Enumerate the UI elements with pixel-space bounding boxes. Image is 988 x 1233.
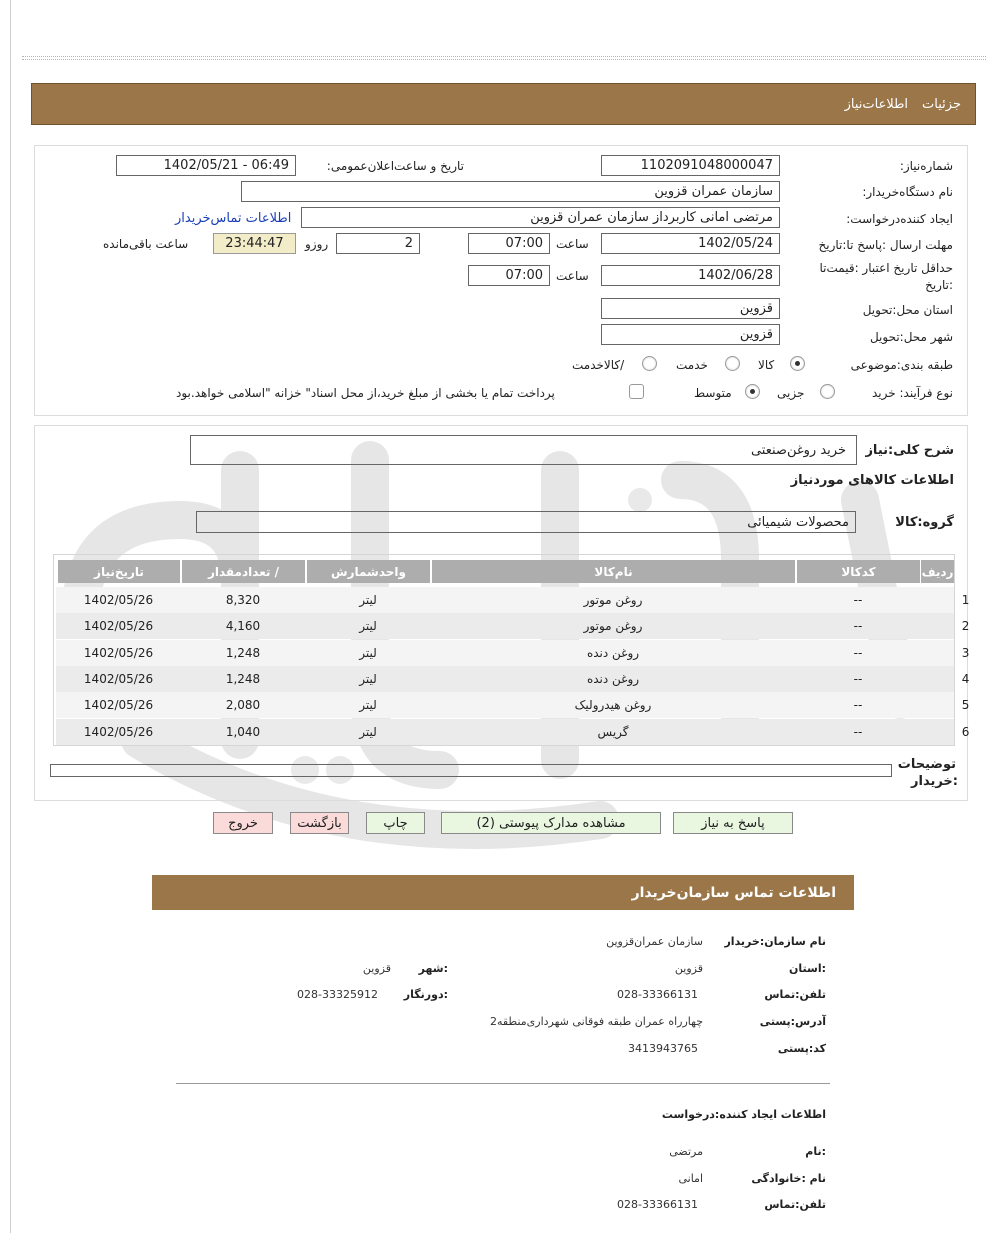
col-header-date: تاریخ‌نیاز bbox=[57, 560, 180, 583]
cell-quantity: 1,248 bbox=[225, 671, 261, 686]
treasury-payment-label: پرداخت تمام یا بخشی از مبلغ خرید،از محل اسناد" خزانه "اسلامی خواهد.بود bbox=[176, 386, 555, 400]
cell-need-date: 1402/05/26 bbox=[83, 724, 154, 739]
cell-row-number: 6 bbox=[961, 724, 970, 739]
general-desc-label: شرح کلی:نیاز bbox=[865, 443, 954, 458]
contact-fax-value: 028-33325912 bbox=[297, 988, 378, 1001]
contact-address-value: چهارراه عمران طبقه فوقانی شهرداری‌منطقه2 bbox=[489, 1015, 703, 1028]
table-row bbox=[56, 692, 970, 718]
col-header-unit: واحدشمارش bbox=[306, 560, 430, 583]
validity-label-2: :تاریخ bbox=[925, 278, 953, 292]
category-both-radio[interactable] bbox=[642, 356, 657, 371]
table-row bbox=[56, 719, 970, 745]
cell-goods-code: -- bbox=[853, 698, 863, 713]
creator-info-title: اطلاعات ایجاد کننده:درخواست bbox=[661, 1108, 826, 1121]
tab-need-info[interactable]: اطلاعات‌نیاز bbox=[844, 96, 909, 112]
creator-phone-label: تلفن:تماس bbox=[764, 1198, 826, 1211]
cell-goods-name: روغن دنده bbox=[586, 671, 640, 686]
cell-row-number: 5 bbox=[961, 698, 970, 713]
cell-row-number: 2 bbox=[961, 619, 970, 634]
province-field: قزوین bbox=[601, 298, 780, 319]
org-name-value: سازمان عمران‌قزوین bbox=[606, 935, 703, 948]
process-medium-label: متوسط bbox=[694, 386, 732, 400]
buyer-label: نام دستگاه‌خریدار: bbox=[862, 185, 953, 199]
deadline-date-field: 1402/05/24 bbox=[601, 233, 780, 254]
cell-need-date: 1402/05/26 bbox=[83, 671, 154, 686]
cell-goods-name: روغن دنده bbox=[586, 645, 640, 660]
process-minor-radio[interactable] bbox=[820, 384, 835, 399]
goods-group-field: محصولات شیمیائی bbox=[196, 511, 856, 533]
process-label: نوع فرآیند: خرید bbox=[872, 386, 953, 400]
reply-button[interactable]: پاسخ به نیاز bbox=[673, 812, 793, 834]
cell-goods-name: روغن هیدرولیک bbox=[574, 698, 652, 713]
cell-goods-code: -- bbox=[853, 593, 863, 607]
cell-quantity: 1,040 bbox=[225, 724, 261, 739]
contact-city-label: :شهر bbox=[418, 962, 448, 975]
table-row bbox=[56, 666, 970, 692]
goods-info-title: اطلاعات کالاهای موردنیاز bbox=[790, 473, 954, 488]
contact-province-label: :استان bbox=[789, 962, 826, 975]
validity-time-field: 07:00 bbox=[468, 265, 550, 286]
contact-postal-value: 3413943765 bbox=[628, 1042, 698, 1055]
cell-quantity: 4,160 bbox=[225, 619, 261, 634]
print-button[interactable]: چاپ bbox=[366, 812, 425, 834]
view-attachments-button[interactable]: مشاهده مدارک پیوستی (2) bbox=[441, 812, 661, 834]
creator-field: مرتضی امانی کاربرداز سازمان عمران قزوین bbox=[301, 207, 780, 228]
days-label: روزو bbox=[305, 237, 329, 251]
contact-fax-label: :دورنگار bbox=[403, 988, 448, 1001]
validity-date-field: 1402/06/28 bbox=[601, 265, 780, 286]
cell-row-number: 3 bbox=[961, 645, 970, 660]
deadline-label: مهلت ارسال :پاسخ تا:تاریخ bbox=[818, 238, 953, 252]
page-header bbox=[31, 83, 976, 125]
contact-postal-label: کد:پستی bbox=[777, 1042, 826, 1055]
buyer-contact-link[interactable]: اطلاعات تماس‌خریدار bbox=[175, 211, 292, 226]
top-divider bbox=[22, 56, 986, 57]
cell-goods-code: -- bbox=[853, 724, 863, 739]
cell-unit: لیتر bbox=[359, 619, 377, 634]
table-row bbox=[56, 587, 970, 613]
creator-name-label: :نام bbox=[805, 1145, 826, 1158]
table-row bbox=[56, 640, 970, 666]
col-header-name: نام‌کالا bbox=[431, 560, 795, 583]
buyer-field: سازمان عمران قزوین bbox=[241, 181, 780, 202]
category-service-label: خدمت bbox=[676, 358, 708, 372]
col-header-row: ردیف bbox=[921, 560, 954, 583]
cell-goods-name: روغن موتور bbox=[583, 593, 643, 607]
need-number-field: 1102091048000047 bbox=[601, 155, 780, 176]
contact-divider bbox=[176, 1083, 830, 1084]
process-minor-label: جزیی bbox=[777, 386, 805, 400]
category-goods-label: کالا bbox=[758, 358, 775, 372]
contact-phone-label: تلفن:تماس bbox=[764, 988, 826, 1001]
cell-goods-name: گریس bbox=[597, 724, 629, 739]
deadline-time-field: 07:00 bbox=[468, 233, 550, 254]
cell-goods-code: -- bbox=[853, 645, 863, 660]
buyer-notes-label-1: توضیحات bbox=[897, 757, 956, 772]
announce-label: تاریخ و ساعت‌اعلان‌عمومی: bbox=[326, 159, 464, 173]
contact-province-value: قزوین bbox=[674, 962, 703, 975]
need-number-label: شماره‌نیاز: bbox=[899, 159, 953, 173]
left-border-line bbox=[10, 0, 11, 1233]
contact-phone-value: 028-33366131 bbox=[617, 988, 698, 1001]
cell-unit: لیتر bbox=[359, 724, 377, 739]
creator-family-value: امانی bbox=[678, 1172, 703, 1185]
category-both-label: /کالاخدمت bbox=[572, 358, 625, 372]
validity-hour-label: ساعت bbox=[556, 269, 589, 283]
cell-unit: لیتر bbox=[359, 593, 377, 607]
validity-label-1: حداقل تاریخ اعتبار :قیمت‌تا bbox=[819, 261, 953, 275]
col-header-code: کدکالا bbox=[796, 560, 920, 583]
tab-details[interactable]: جزئیات bbox=[922, 96, 961, 112]
province-label: استان محل:تحویل bbox=[862, 303, 953, 317]
cell-need-date: 1402/05/26 bbox=[83, 593, 154, 607]
remaining-label: ساعت باقی‌مانده bbox=[103, 237, 189, 251]
cell-need-date: 1402/05/26 bbox=[83, 619, 154, 634]
contact-city-value: قزوین bbox=[362, 962, 391, 975]
cell-goods-code: -- bbox=[853, 619, 863, 634]
cell-goods-name: روغن موتور bbox=[583, 619, 643, 634]
announce-field: 1402/05/21 - 06:49 bbox=[116, 155, 296, 176]
contact-address-label: آدرس:پستی bbox=[759, 1015, 826, 1028]
goods-group-label: گروه:کالا bbox=[895, 515, 954, 530]
process-medium-radio[interactable] bbox=[745, 384, 760, 399]
creator-name-value: مرتضی bbox=[669, 1145, 703, 1158]
buyer-contact-header: اطلاعات تماس سازمان‌خریدار bbox=[152, 875, 854, 910]
cell-need-date: 1402/05/26 bbox=[83, 645, 154, 660]
treasury-payment-checkbox[interactable] bbox=[629, 384, 644, 399]
creator-label: ایجاد کننده‌درخواست: bbox=[846, 212, 953, 226]
general-desc-field: خرید روغن‌صنعتی bbox=[190, 435, 857, 465]
cell-quantity: 2,080 bbox=[225, 698, 261, 713]
category-goods-radio[interactable] bbox=[790, 356, 805, 371]
cell-row-number: 4 bbox=[961, 671, 970, 686]
creator-family-label: نام :خانوادگی bbox=[751, 1172, 826, 1185]
cell-row-number: 1 bbox=[961, 593, 970, 607]
cell-unit: لیتر bbox=[359, 645, 377, 660]
remaining-time: 23:44:47 bbox=[213, 233, 296, 254]
category-service-radio[interactable] bbox=[725, 356, 740, 371]
days-field: 2 bbox=[336, 233, 420, 254]
cell-quantity: 1,248 bbox=[225, 645, 261, 660]
cell-goods-code: -- bbox=[853, 671, 863, 686]
top-divider-2 bbox=[22, 59, 986, 60]
creator-phone-value: 028-33366131 bbox=[617, 1198, 698, 1211]
org-name-label: نام سازمان:خریدار bbox=[724, 935, 826, 948]
category-label: طبقه بندی:موضوعی bbox=[850, 358, 953, 372]
buyer-notes-field bbox=[50, 764, 892, 777]
cell-need-date: 1402/05/26 bbox=[83, 698, 154, 713]
city-field: قزوین bbox=[601, 324, 780, 345]
city-label: شهر محل:تحویل bbox=[869, 330, 953, 344]
back-button[interactable]: بازگشت bbox=[290, 812, 349, 834]
buyer-notes-label-2: :خریدار bbox=[911, 774, 958, 789]
cell-unit: لیتر bbox=[359, 671, 377, 686]
table-row bbox=[56, 613, 970, 639]
col-header-qty: / تعدادمقدار bbox=[181, 560, 305, 583]
cell-quantity: 8,320 bbox=[225, 593, 261, 607]
deadline-hour-label: ساعت bbox=[556, 237, 589, 251]
cell-unit: لیتر bbox=[359, 698, 377, 713]
exit-button[interactable]: خروج bbox=[213, 812, 273, 834]
